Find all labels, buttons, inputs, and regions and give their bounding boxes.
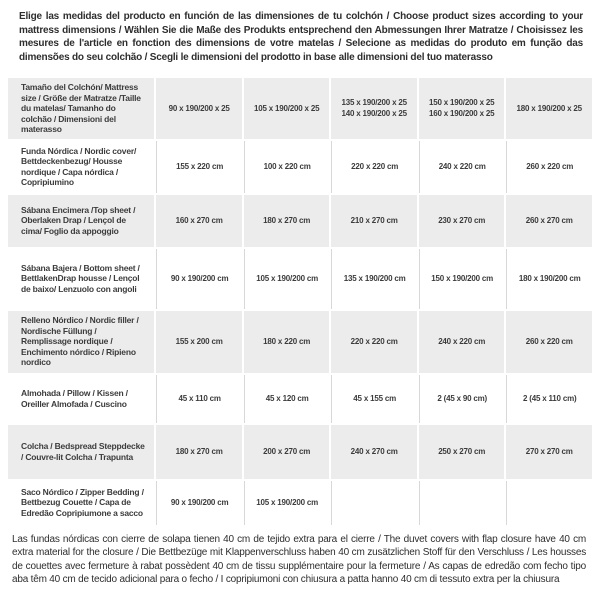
- size-cell: 260 x 270 cm: [506, 195, 592, 247]
- row-label: Almohada / Pillow / Kissen / Oreiller Almofada / Cuscino: [8, 375, 154, 423]
- size-cell: [419, 481, 505, 525]
- row-label: Tamaño del Colchón/ Mattress size / Größe der Matratze /Taille du matelas/ Tamanho do colchão / Dimensioni del materasso: [8, 78, 154, 139]
- table-row: [8, 141, 592, 193]
- size-cell: 180 x 220 cm: [244, 311, 330, 373]
- size-cell: 180 x 190/200 cm: [506, 249, 592, 309]
- size-cell: 2 (45 x 90 cm): [419, 375, 505, 423]
- size-cell: 150 x 190/200 cm: [419, 249, 505, 309]
- size-cell: 2 (45 x 110 cm): [506, 375, 592, 423]
- row-label: Sábana Encimera /Top sheet / Oberlaken Drap / Lençol de cima/ Foglio da appoggio: [8, 195, 154, 247]
- size-cell: 160 x 270 cm: [156, 195, 242, 247]
- size-cell: 210 x 270 cm: [331, 195, 417, 247]
- row-label: Colcha / Bedspread Steppdecke / Couvre-lit Colcha / Trapunta: [8, 425, 154, 479]
- size-cell: [506, 481, 592, 525]
- size-cell: 250 x 270 cm: [419, 425, 505, 479]
- size-cell: 240 x 220 cm: [419, 141, 505, 193]
- size-cell: 180 x 190/200 x 25: [506, 78, 592, 139]
- size-cell: 45 x 110 cm: [156, 375, 242, 423]
- size-cell: 180 x 270 cm: [156, 425, 242, 479]
- size-cell: 155 x 220 cm: [156, 141, 242, 193]
- table-row: [8, 375, 592, 423]
- row-label: Saco Nórdico / Zipper Bedding / Bettbezug Couette / Capa de Edredão Copripiumone a sacco: [8, 481, 154, 525]
- size-cell: 90 x 190/200 x 25: [156, 78, 242, 139]
- size-cell: 105 x 190/200 cm: [244, 481, 330, 525]
- table-row: [8, 311, 592, 373]
- size-cell: 230 x 270 cm: [419, 195, 505, 247]
- footer-note: Las fundas nórdicas con cierre de solapa tienen 40 cm de tejido extra para el cierre / The duvet covers with flap closure have 40 cm extra material for the closure / Die Bettbezüge mit Klappenverschluss haben 40 cm zusätzlichen Stoff für den Verschluss / Les housses de couettes avec fermeture à rabat possèdent 40 cm de tissu supplémentaire pour la fermeture / As capas de edredão com fecho tipo aba têm 40 cm de tecido adicional para o fecho / I copripiumoni con chiusura a patta hanno 40 cm di tessuto extra per la chiusura: [12, 533, 586, 585]
- row-label: Sábana Bajera / Bottom sheet / BettlakenDrap housse / Lençol de baixo/ Lenzuolo con angoli: [8, 249, 154, 309]
- size-cell: 260 x 220 cm: [506, 311, 592, 373]
- size-cell: 240 x 270 cm: [331, 425, 417, 479]
- size-cell: [331, 481, 417, 525]
- size-cell: 155 x 200 cm: [156, 311, 242, 373]
- size-cell: 240 x 220 cm: [419, 311, 505, 373]
- size-table: [6, 76, 594, 527]
- size-cell: 90 x 190/200 cm: [156, 249, 242, 309]
- table-row: [8, 249, 592, 309]
- size-cell: 270 x 270 cm: [506, 425, 592, 479]
- size-cell: 220 x 220 cm: [331, 311, 417, 373]
- table-row: [8, 195, 592, 247]
- table-row: [8, 481, 592, 525]
- size-cell: 45 x 155 cm: [331, 375, 417, 423]
- table-row: [8, 425, 592, 479]
- size-cell: 220 x 220 cm: [331, 141, 417, 193]
- size-cell: 180 x 270 cm: [244, 195, 330, 247]
- size-cell: 100 x 220 cm: [244, 141, 330, 193]
- size-cell: 135 x 190/200 cm: [331, 249, 417, 309]
- size-cell: 45 x 120 cm: [244, 375, 330, 423]
- size-cell: 105 x 190/200 cm: [244, 249, 330, 309]
- size-cell: 260 x 220 cm: [506, 141, 592, 193]
- size-cell: 90 x 190/200 cm: [156, 481, 242, 525]
- row-label: Funda Nórdica / Nordic cover/ Bettdeckenbezug/ Housse nordique / Capa nórdica / Copripiumino: [8, 141, 154, 193]
- header-note: Elige las medidas del producto en función de las dimensiones de tu colchón / Choose product sizes according to your mattress dimensions / Wählen Sie die Maße des Produkts entsprechend den Abmessungen Ihrer Matratze / Choisissez les mesures de l'article en fonction des dimensions de votre matelas / Selecione as medidas do produto em função das dimensões do seu colchão / Scegli le dimensioni del prodotto in base alle dimensioni del tuo materasso: [19, 11, 583, 63]
- size-cell: 105 x 190/200 x 25: [244, 78, 330, 139]
- table-row: [8, 78, 592, 139]
- size-cell: 150 x 190/200 x 25 160 x 190/200 x 25: [419, 78, 505, 139]
- size-cell: 135 x 190/200 x 25 140 x 190/200 x 25: [331, 78, 417, 139]
- row-label: Relleno Nórdico / Nordic filler / Nordische Füllung / Remplissage nordique / Enchimento nórdico / Ripieno nordico: [8, 311, 154, 373]
- size-cell: 200 x 270 cm: [244, 425, 330, 479]
